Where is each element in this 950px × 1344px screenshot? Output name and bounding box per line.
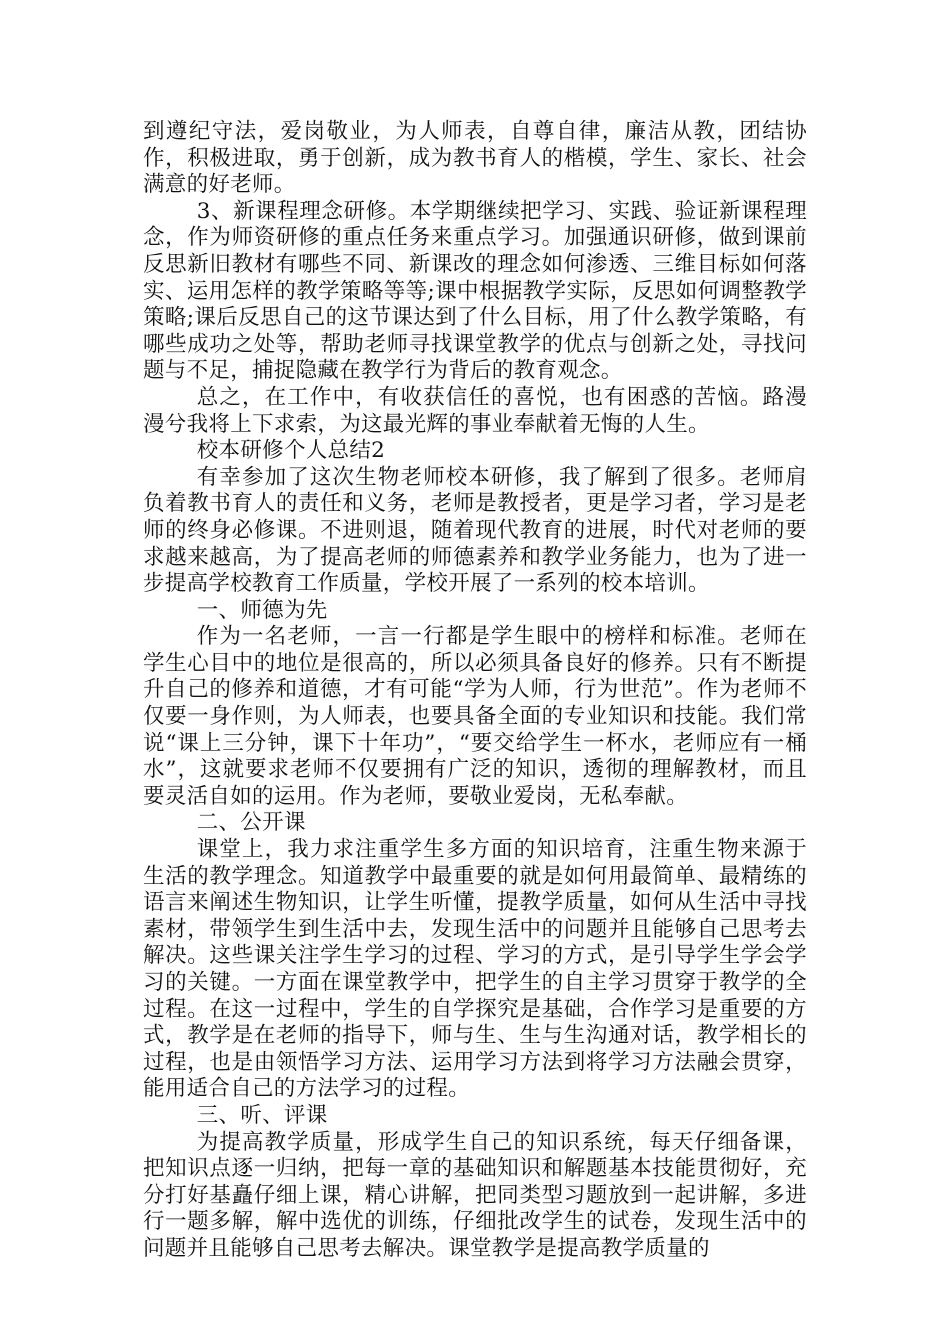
heading-lesson-review: 三、听、评课 — [196, 1102, 328, 1128]
paragraph-conclusion: 总之，在工作中，有收获信任的喜悦，也有困惑的苦恼。路漫漫兮我将上下求索，为这最光辉的事业奉献着无悔的人生。 — [143, 384, 807, 437]
paragraph-new-curriculum: 3、新课程理念研修。本学期继续把学习、实践、验证新课程理念，作为师资研修的重点任务来重点学习。加强通识研修，做到课前反思新旧教材有哪些不同、新课改的理念如何渗透、三维目标如何落实、运用怎样的教学策略等等;课中根据教学实际，反思如何调整教学策略;课后反思自己的这节课达到了什么目标，用了什么教学策略，有哪些成功之处等，帮助老师寻找课堂教学的优点与创新之处，寻找问题与不足，捕捉隐藏在教学行为背后的教育观念。 — [143, 198, 807, 384]
paragraph-ethics: 作为一名老师，一言一行都是学生眼中的榜样和标准。老师在学生心目中的地位是很高的，所以必须具备良好的修养。只有不断提升自己的修养和道德，才有可能“学为人师，行为世范”。作为老师不仅要一身作则，为人师表，也要具备全面的专业知识和技能。我们常说“课上三分钟，课下十年功”，“要交给学生一杯水，老师应有一桶水”，这就要求老师不仅要拥有广泛的知识，透彻的理解教材，而且要灵活自如的运用。作为老师，要敬业爱岗，无私奉献。 — [143, 624, 807, 809]
paragraph-continued: 到遵纪守法，爱岗敬业，为人师表，自尊自律，廉洁从教，团结协作，积极进取，勇于创新，成为教书育人的楷模，学生、家长、社会满意的好老师。 — [143, 119, 807, 198]
paragraph-open-class: 课堂上，我力求注重学生多方面的知识培育，注重生物来源于生活的教学理念。知道教学中最重要的就是如何用最简单、最精练的语言来阐述生物知识，让学生听懂，提教学质量，如何从生活中寻找素材，带领学生到生活中去，发现生活中的问题并且能够自己思考去解决。这些课关注学生学习的过程、学习的方式，是引导学生学会学习的关键。一方面在课堂教学中，把学生的自主学习贯穿于教学的全过程。在这一过程中，学生的自学探究是基础，合作学习是重要的方式，教学是在老师的指导下，师与生、生与生沟通对话，教学相长的过程，也是由领悟学习方法、运用学习方法到将学习方法融会贯穿，能用适合自己的方法学习的过程。 — [143, 837, 807, 1102]
paragraph-lesson-review: 为提高教学质量，形成学生自己的知识系统，每天仔细备课，把知识点逐一归纳，把每一章的基础知识和解题基本技能贯彻好，充分打好基矗仔细上课，精心讲解，把同类型习题放到一起讲解，多进行一题多解，解中选优的训练，仔细批改学生的试卷，发现生活中的问题并且能够自己思考去解决。课堂教学是提高教学质量的 — [143, 1129, 807, 1261]
paragraph-intro: 有幸参加了这次生物老师校本研修，我了解到了很多。老师肩负着教书育人的责任和义务，老师是教授者，更是学习者，学习是老师的终身必修课。不进则退，随着现代教育的进展，时代对老师的要求越来越高，为了提高老师的师德素养和教学业务能力，也为了进一步提高学校教育工作质量，学校开展了一系列的校本培训。 — [143, 464, 807, 597]
heading-ethics: 一、师德为先 — [196, 597, 328, 623]
heading-open-class: 二、公开课 — [196, 810, 306, 836]
section-title: 校本研修个人总结2 — [196, 438, 386, 464]
document-page — [143, 119, 807, 1263]
